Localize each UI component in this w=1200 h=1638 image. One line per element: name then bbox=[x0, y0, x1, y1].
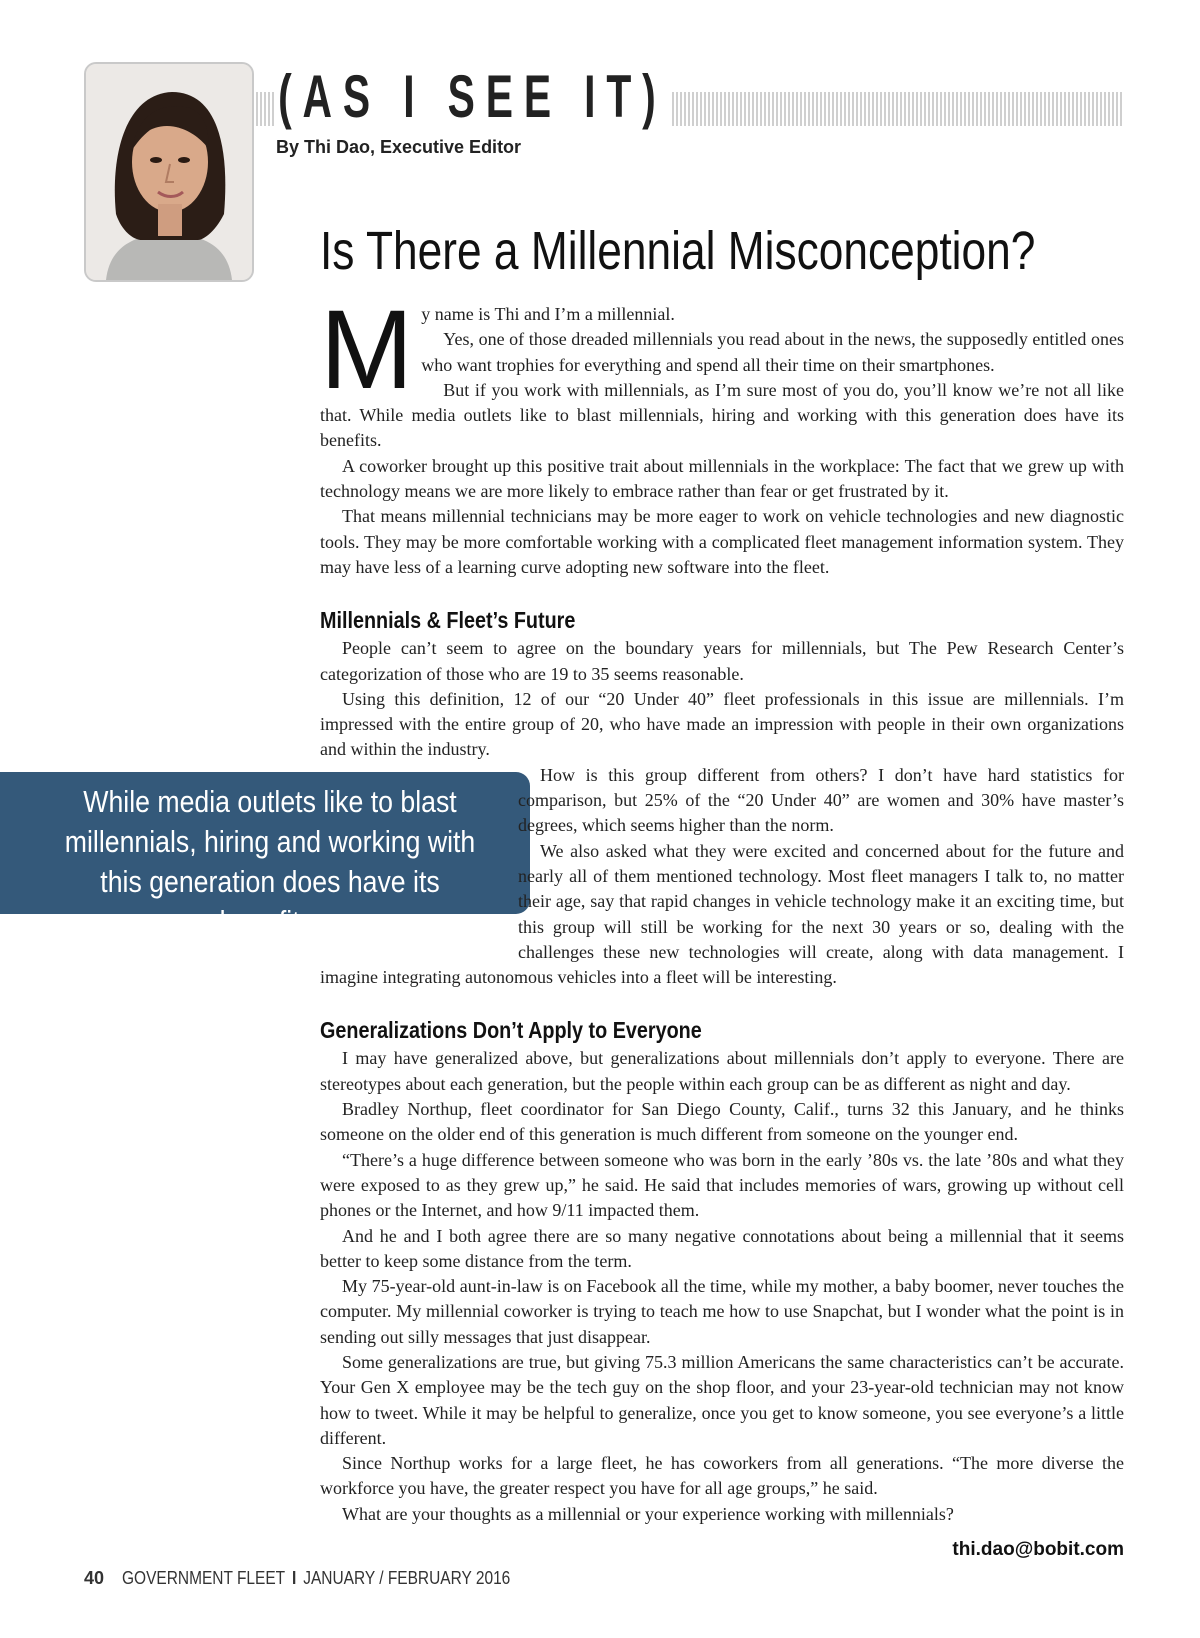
body-paragraph: Some generalizations are true, but giving 75.3 million Americans the same characteristics can’t be accurate. Your Gen X employee may be the tech guy on the shop floor, and your 23-year-old technician may not know how to tweet. While it may be helpful to generalize, once you get to know someone, you see everyone’s a little different. bbox=[320, 1351, 1124, 1448]
drop-cap: M bbox=[320, 287, 414, 412]
body-paragraph: People can’t seem to agree on the boundary years for millennials, but The Pew Research Center’s categorization of those who are 19 to 35 seems reasonable. bbox=[320, 638, 1124, 684]
body-paragraph: Since Northup works for a large fleet, he has coworkers from all generations. “The more diverse the workforce you have, the greater respect you have for all age groups,” he said. bbox=[320, 1453, 1124, 1499]
section-heading: Generalizations Don’t Apply to Everyone bbox=[320, 1017, 702, 1044]
body-paragraph: And he and I both agree there are so many negative connotations about being a millennial that it seems better to keep some distance from the term. bbox=[320, 1225, 1124, 1271]
body-paragraph: My 75-year-old aunt-in-law is on Facebook all the time, while my mother, a baby boomer, never touches the computer. My millennial coworker is trying to teach me how to use Snapchat, but I wonder what the point is in sending out silly messages that just disappear. bbox=[320, 1276, 1124, 1347]
article-body bbox=[320, 287, 1124, 1562]
article-headline: Is There a Millennial Misconception? bbox=[320, 221, 1036, 281]
footer-separator: I bbox=[292, 1568, 297, 1588]
body-paragraph: Bradley Northup, fleet coordinator for San Diego County, Calif., turns 32 this January, and he thinks someone on the older end of this generation is much different from someone on the younger end. bbox=[320, 1099, 1124, 1145]
body-paragraph: Yes, one of those dreaded millennials you read about in the news, the supposedly entitled ones who want trophies for everything and spend all their time on their smartphones. bbox=[421, 329, 1124, 375]
body-paragraph: y name is Thi and I’m a millennial. bbox=[421, 304, 675, 324]
section-heading: Millennials & Fleet’s Future bbox=[320, 607, 576, 634]
pull-quote-spacer bbox=[300, 763, 518, 946]
column-masthead bbox=[256, 62, 1122, 136]
author-photo bbox=[84, 62, 254, 282]
author-email: thi.dao@bobit.com bbox=[952, 1539, 1124, 1561]
body-paragraph: Using this definition, 12 of our “20 Under 40” fleet professionals in this issue are millennials. I’m impressed with the entire group of 20, who have made an impression with people in their own organizations and within the industry. bbox=[320, 688, 1124, 760]
author-portrait-illustration bbox=[86, 64, 252, 280]
byline: By Thi Dao, Executive Editor bbox=[276, 137, 522, 157]
column-kicker: (AS I SEE IT) bbox=[274, 60, 671, 134]
page-number: 40 bbox=[84, 1568, 105, 1588]
body-paragraph: How is this group different from others? I don’t have hard statistics for comparison, but 25% of the “20 Under 40” are women and 30% have master’s degrees, which seems higher than the norm. bbox=[518, 764, 1124, 836]
body-paragraph: “There’s a huge difference between someone who was born in the early ’80s vs. the late ’80s and what they were exposed to as they grew up,” he said. He said that includes memories of wars, growing up without cell phones or the Internet, and how 9/11 impacted them. bbox=[320, 1149, 1124, 1221]
body-paragraph: A coworker brought up this positive trait about millennials in the workplace: The fact that we grew up with technology means we are more likely to embrace rather than fear or get frustrated by it. bbox=[320, 455, 1124, 502]
publication-name: GOVERNMENT FLEET bbox=[122, 1568, 286, 1588]
page-footer bbox=[84, 1568, 574, 1589]
body-paragraph: I may have generalized above, but generalizations about millennials don’t apply to everyone. There are stereotypes about each generation, but the people within each group can be as different as night and day. bbox=[320, 1048, 1124, 1094]
pull-quote-text: While media outlets like to blast millennials, hiring and working with this generation does have its benefits. bbox=[64, 784, 476, 939]
body-paragraph: What are your thoughts as a millennial or your experience working with millennials? bbox=[342, 1503, 954, 1524]
body-paragraph: We also asked what they were excited and concerned about for the future and nearly all of them mentioned technology. Most fleet managers I talk to, no matter their age, say that rapid changes in vehicle technology make it an exciting time, but this group will still be working for the next 30 years or so, dealing with the challenges these new technologies will create, along with data management. I imagine integrating autonomous vehicles into a fleet will be interesting. bbox=[320, 840, 1124, 988]
body-paragraph: That means millennial technicians may be more eager to work on vehicle technologies and new diagnostic tools. They may be more comfortable working with a complicated fleet management information system. They may have less of a learning curve adopting new software into the fleet. bbox=[320, 506, 1124, 577]
body-paragraph: But if you work with millennials, as I’m sure most of you do, you’ll know we’re not all like that. While media outlets like to blast millennials, hiring and working with this generation does have its benefits. bbox=[320, 379, 1124, 451]
issue-date: JANUARY / FEBRUARY 2016 bbox=[303, 1568, 511, 1588]
